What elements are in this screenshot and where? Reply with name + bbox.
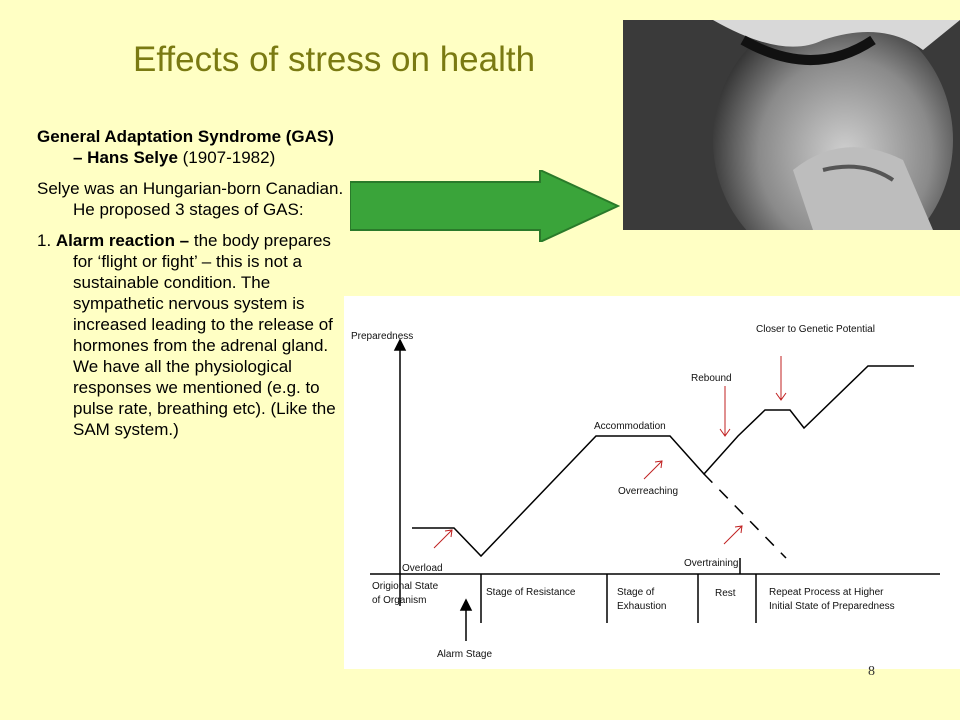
label-accommodation: Accommodation	[594, 421, 666, 432]
label-overload: Overload	[402, 563, 443, 574]
alarm-paragraph	[37, 230, 347, 440]
stage-repeat-line1: Repeat Process at Higher	[769, 587, 884, 598]
stage-exhaustion-line1: Stage of	[617, 587, 655, 598]
label-rebound: Rebound	[691, 373, 732, 384]
label-alarm-stage: Alarm Stage	[437, 649, 493, 660]
stage-rest: Rest	[715, 588, 736, 599]
slide-title: Effects of stress on health	[133, 40, 536, 79]
y-axis-label: Preparedness	[351, 331, 414, 342]
gas-paragraph	[37, 126, 347, 168]
stage-resistance: Stage of Resistance	[486, 587, 576, 598]
stage-exhaustion-line2: Exhaustion	[617, 601, 667, 612]
stage-origional-line2: of Organism	[372, 595, 427, 606]
alarm-description: the body prepares for ‘flight or fight’ – this is not a sustainable condition. The sympathetic nervous system is increased leading to the release of hormones from the adrenal gland. We have all the physiological responses we mentioned (e.g. to pulse rate, breathing etc). (Like the SAM system.)	[73, 231, 336, 439]
label-overreaching: Overreaching	[618, 486, 679, 497]
gas-diagram	[344, 296, 960, 669]
portrait-photo	[623, 20, 960, 230]
label-closer: Closer to Genetic Potential	[756, 324, 875, 335]
stage-repeat-line2: Initial State of Preparedness	[769, 601, 895, 612]
selye-paragraph: Selye was an Hungarian-born Canadian. He proposed 3 stages of GAS:	[37, 179, 344, 219]
body-text	[37, 126, 347, 450]
alarm-number: 1.	[37, 231, 56, 250]
arrow-right-icon	[350, 170, 620, 242]
page-number: 8	[868, 664, 875, 679]
stage-origional-line1: Origional State	[372, 581, 439, 592]
alarm-heading: Alarm reaction –	[55, 231, 190, 250]
label-overtraining: Overtraining	[684, 558, 739, 569]
gas-heading: General Adaptation Syndrome (GAS) – Hans Selye	[37, 127, 334, 167]
gas-years: (1907-1982)	[177, 148, 276, 167]
